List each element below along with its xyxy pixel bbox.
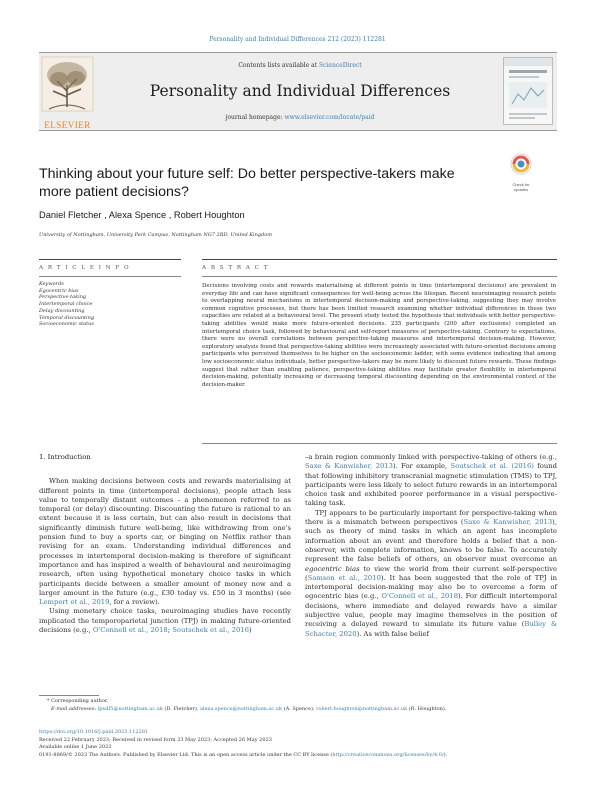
- available-online-date: Available online 1 June 2023: [39, 744, 112, 751]
- citation-link[interactable]: Bulley & Schacter, 2020: [305, 620, 558, 638]
- check-updates-icon: [505, 152, 537, 178]
- sciencedirect-link[interactable]: ScienceDirect: [319, 62, 362, 69]
- citation-link[interactable]: O'Connell et al., 2018: [381, 592, 459, 601]
- check-for-updates-button[interactable]: [505, 152, 537, 190]
- license-link[interactable]: http://creativecommons.org/licenses/by/4.0/: [332, 751, 444, 758]
- citation-link[interactable]: Saxe & Kanwisher, 2013: [305, 462, 393, 471]
- keyword: Intertemporal choice: [39, 301, 93, 308]
- email-link[interactable]: robert.houghton@nottingham.ac.uk: [316, 705, 408, 712]
- journal-cover-thumbnail: [503, 57, 553, 125]
- corresponding-author-note: * Corresponding author.: [47, 698, 109, 704]
- body-paragraph: TPJ appears to be particularly important for perspective-taking when there is a mismatch between perspectives (Saxe & Kanwisher, 2013), such as theory of mind tasks in which an agent has incomplete information about an event and therefore holds a belief that a non-observer, with complete information, knows to be false. To accurately represent the false beliefs of others, an observer must overcome an egocentric bias to view the world from their current self-perspective (Samson et al., 2010). It has been suggested that the role of TPJ in intertemporal decision-making may also be to overcome a form of egocentric bias (e.g., O'Connell et al., 2018). For difficult intertemporal decisions, where immediate and delayed rewards have a similar subjective value, people may imagine themselves in the position of receiving a delayed reward to simulate its future value (Bulley & Schacter, 2020). As with false belief: [305, 508, 558, 638]
- contents-availability: Contents lists available at ScienceDirect: [238, 62, 362, 69]
- citation-link[interactable]: Soutschek et al. (2016): [450, 462, 534, 471]
- abstract-label: A B S T R A C T: [202, 265, 269, 271]
- footnote-rule: [39, 695, 99, 696]
- section-heading-introduction: 1. Introduction: [39, 453, 91, 461]
- body-left-column: [39, 453, 291, 635]
- citation-link[interactable]: O'Connell et al., 2018: [92, 626, 168, 635]
- journal-name: Personality and Individual Differences: [149, 82, 451, 100]
- footnotes: [39, 698, 557, 714]
- elsevier-logo: [39, 55, 96, 127]
- body-right-column: [305, 453, 557, 639]
- body-paragraph: –a brain region commonly linked with perspective-taking of others (e.g., Saxe & Kanwisher, 2013). For example, Soutschek et al. (2016) found that following inhibitory transcranial magnetic stimulation (TMS) to TPJ, participants were less likely to select future rewards in an intertemporal choice task and exhibited poorer performance in a visual perspective-taking task.: [305, 453, 557, 508]
- homepage-link[interactable]: www.elsevier.com/locate/paid: [284, 114, 375, 121]
- received-dates: Received 22 February 2023; Received in revised form 23 May 2023; Accepted 26 May 2023: [39, 736, 272, 743]
- article-info-sub-rule: [39, 276, 181, 277]
- email-addresses: E-mail addresses: lpxdf5@nottingham.ac.uk (D. Fletcher), alexa.spence@nottingham.ac.uk (A. Spence), robert.houghton@nottingham.ac.uk (R. Houghton).: [51, 705, 447, 712]
- citation-link[interactable]: Samson et al., 2010: [307, 573, 381, 582]
- elsevier-wordmark: ELSEVIER: [44, 120, 91, 130]
- body-paragraph: Using monetary choice tasks, neuroimaging studies have recently implicated the temporoparietal junction (TPJ) in making future-oriented decisions (e.g., O'Connell et al., 2018; Soutschek et al., 2016): [39, 607, 291, 635]
- license-statement: 0191-8869/© 2023 The Authors. Published by Elsevier Ltd. This is an open access article under the CC BY license (http://creativecommons.org/licenses/by/4.0/).: [39, 751, 448, 758]
- check-updates-label: Check for updates: [512, 182, 530, 192]
- citation-link[interactable]: Lempert et al., 2019: [39, 598, 110, 607]
- email-link[interactable]: alexa.spence@nottingham.ac.uk: [199, 705, 283, 712]
- journal-homepage: journal homepage: www.elsevier.com/locate/paid: [225, 114, 375, 121]
- author-list: Daniel Fletcher , Alexa Spence , Robert Houghton: [39, 210, 245, 220]
- article-title: Thinking about your future self: Do better perspective-takers make more patient decisions?: [39, 166, 455, 200]
- keyword: Delay discounting: [39, 307, 85, 314]
- keywords-list: [39, 281, 94, 328]
- citation-link[interactable]: Soutschek et al., 2016: [172, 626, 249, 635]
- abstract-sub-rule: [202, 276, 557, 277]
- abstract-top-rule: [202, 259, 557, 260]
- journal-citation-link[interactable]: Personality and Individual Differences 212 (2023) 112281: [209, 36, 386, 43]
- citation-link[interactable]: Saxe & Kanwisher, 2013: [463, 518, 553, 527]
- article-info-label: A R T I C L E I N F O: [39, 265, 131, 271]
- keyword: Socioeconomic status: [39, 321, 94, 328]
- article-info-top-rule: [39, 259, 181, 260]
- abstract-text: Decisions involving costs and rewards materialising at different points in time (intertemporal decisions) are prevalent in everyday life and can have significant consequences for well-being across the lifespan. Recent neuroimaging research points to overlapping neural mechanisms in intertemporal decision-making and perspective-taking, suggesting they may involve common cognitive processes, but there has been limited research examining whether individual differences in these two capacities are related at a behavioural level. The present study tested the hypothesis that individuals with better perspective-taking abilities would make more future-oriented decisions. 235 participants (200 after exclusions) completed an intertemporal choice task, followed by behavioural and self-report measures of perspective-taking. Contrary to expectations, there were no overall correlations between perspective-taking measures and intertemporal decision-making. However, exploratory analysis found that perspective-taking abilities were increasingly associated with future-oriented decisions among participants who perceived themselves to be higher on the socioeconomic ladder, with some evidence indicating that among low socioeconomic status individuals, better perspective-takers may be more likely to discount future rewards. These findings suggest that rather than enabling patience, perspective-taking abilities may facilitate greater flexibility in intertemporal decision-making, potentially increasing or decreasing temporal discounting depending on the environmental context of the decision-maker.: [202, 283, 556, 388]
- keywords-heading: Keywords: [39, 281, 64, 287]
- body-paragraph: When making decisions between costs and rewards materialising at different points in time (intertemporal decisions), people attach less value to temporally distant outcomes – a phenomenon referred to as temporal (or delay) discounting. Discounting the future is rational to an extent because it is less certain, but can also result in decisions that significantly diminish future well-being, like withdrawing from one's pension fund to buy a sports car, or binging on Netflix rather than revising for an exam. Understanding individual differences and processes in intertemporal decision-making is therefore of significant importance and has inspired a wealth of behavioural and neuroimaging research, often using hypothetical monetary choice tasks in which participants decide between a smaller amount of money now and a larger amount in the future (e.g., £30 today vs. £50 in 3 months) (see Lempert et al., 2019, for a review).: [39, 477, 291, 607]
- author-affiliation: University of Nottingham, University Park Campus, Nottingham NG7 2RD, United Kingdom: [39, 232, 272, 238]
- keyword: Egocentric bias: [39, 287, 79, 294]
- keyword: Temporal discounting: [39, 314, 95, 321]
- doi-link[interactable]: https://doi.org/10.1016/j.paid.2023.112281: [39, 729, 149, 735]
- publication-info: [39, 729, 557, 759]
- abstract-bottom-rule: [202, 443, 557, 444]
- keyword: Perspective-taking: [39, 294, 87, 301]
- email-link[interactable]: lpxdf5@nottingham.ac.uk: [97, 705, 163, 712]
